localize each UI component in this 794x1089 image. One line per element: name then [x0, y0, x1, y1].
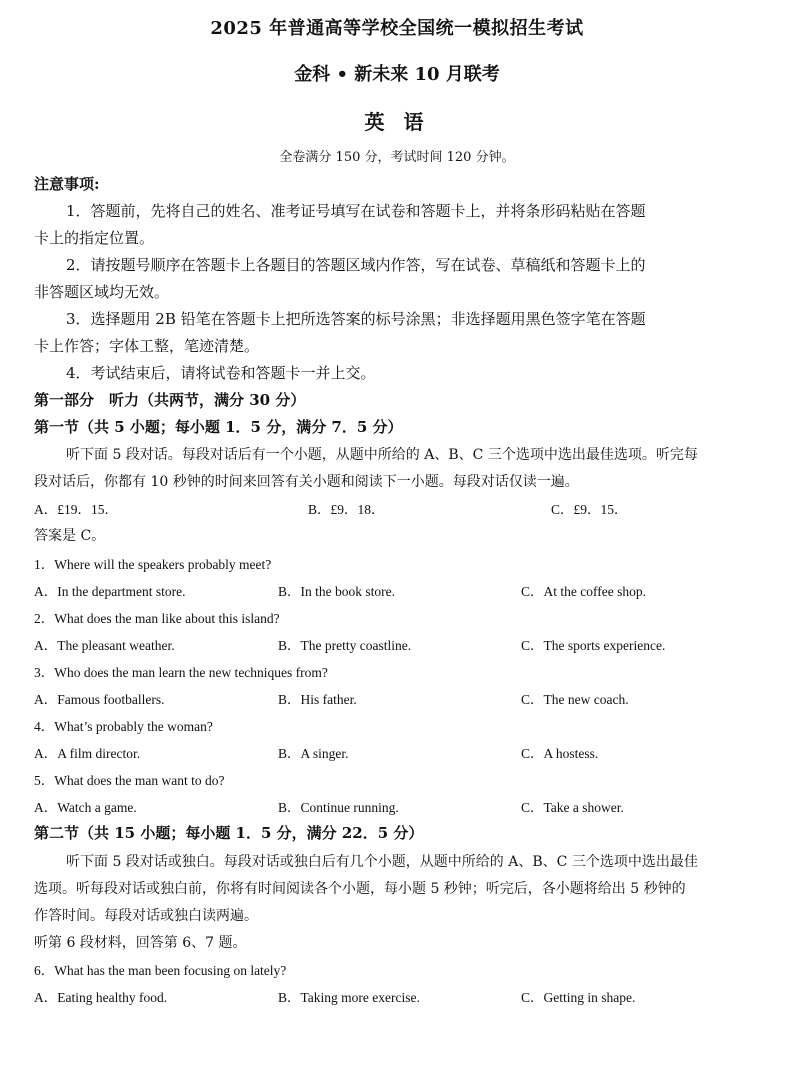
- section1-heading: 第一节（共 5 小题；每小题 1．5 分，满分 7．5 分）: [34, 418, 403, 436]
- notice-item-3-line-2: 卡上作答；字体工整，笔迹清楚。: [34, 337, 260, 355]
- question-1-option-b: B．In the book store.: [278, 584, 395, 599]
- example-answer: 答案是 C。: [34, 528, 106, 544]
- question-2-option-a: A．The pleasant weather.: [34, 638, 175, 653]
- question-4: 4．What’s probably the woman?: [34, 719, 213, 734]
- notice-item-4: 4．考试结束后，请将试卷和答题卡一并上交。: [66, 364, 376, 382]
- exam-title: 2025 年普通高等学校全国统一模拟招生考试: [210, 18, 584, 39]
- exam-meta: 全卷满分 150 分，考试时间 120 分钟。: [279, 150, 515, 165]
- question-1-option-a: A．In the department store.: [34, 584, 186, 599]
- section2-instruction-line-1: 听下面 5 段对话或独白。每段对话或独白后有几个小题，从题中所给的 A、B、C 三个选项中选出最佳: [66, 854, 698, 870]
- question-2: 2．What does the man like about this island?: [34, 611, 280, 626]
- question-2-option-c: C．The sports experience.: [521, 638, 666, 653]
- notice-item-1-line-1: 1．答题前，先将自己的姓名、准考证号填写在试卷和答题卡上，并将条形码粘贴在答题: [66, 202, 646, 220]
- question-6-option-c: C．Getting in shape.: [521, 990, 636, 1005]
- section2-instruction-line-3: 作答时间。每段对话或独白读两遍。: [34, 908, 258, 924]
- example-option-b: B．£9．18．: [308, 502, 385, 517]
- question-6-option-b: B．Taking more exercise.: [278, 990, 420, 1005]
- question-5-option-b: B．Continue running.: [278, 800, 399, 815]
- question-5-option-a: A．Watch a game.: [34, 800, 137, 815]
- question-1-option-c: C．At the coffee shop.: [521, 584, 646, 599]
- part1-heading: 第一部分 听力（共两节，满分 30 分）: [34, 391, 306, 409]
- question-2-option-b: B．The pretty coastline.: [278, 638, 412, 653]
- question-5: 5．What does the man want to do?: [34, 773, 225, 788]
- question-5-option-c: C．Take a shower.: [521, 800, 624, 815]
- notice-item-3-line-1: 3．选择题用 2B 铅笔在答题卡上把所选答案的标号涂黑；非选择题用黑色签字笔在答题: [66, 310, 646, 328]
- question-4-option-a: A．A film director.: [34, 746, 141, 761]
- question-6-option-a: A．Eating healthy food.: [34, 990, 168, 1005]
- notice-item-2-line-2: 非答题区域均无效。: [34, 283, 170, 301]
- section1-instruction-line-1: 听下面 5 段对话。每段对话后有一个小题，从题中所给的 A、B、C 三个选项中选出最佳选项。听完每: [66, 447, 698, 463]
- example-option-c: C．£9．15．: [551, 502, 628, 517]
- question-4-option-b: B．A singer.: [278, 746, 349, 761]
- notice-item-1-line-2: 卡上的指定位置。: [34, 229, 155, 247]
- subject-title: 英 语: [364, 110, 430, 134]
- question-3: 3．Who does the man learn the new techniques from?: [34, 665, 328, 680]
- question-1: 1．Where will the speakers probably meet?: [34, 557, 272, 572]
- exam-subtitle: 金科 • 新未来 10 月联考: [294, 64, 500, 85]
- notice-item-2-line-1: 2．请按题号顺序在答题卡上各题目的答题区域内作答，写在试卷、草稿纸和答题卡上的: [66, 256, 646, 274]
- notice-heading: 注意事项:: [34, 175, 100, 193]
- question-3-option-c: C．The new coach.: [521, 692, 629, 707]
- question-3-option-a: A．Famous footballers.: [34, 692, 165, 707]
- question-3-option-b: B．His father.: [278, 692, 357, 707]
- example-option-a: A．£19．15．: [34, 502, 118, 517]
- section2-instruction-line-2: 选项。听每段对话或独白前，你将有时间阅读各个小题，每小题 5 秒钟；听完后，各小题将给出 5 秒钟的: [34, 881, 686, 897]
- section2-heading: 第二节（共 15 小题；每小题 1．5 分，满分 22．5 分）: [34, 824, 424, 842]
- question-4-option-c: C．A hostess.: [521, 746, 599, 761]
- material-6-instruction: 听第 6 段材料，回答第 6、7 题。: [34, 935, 247, 951]
- question-6: 6．What has the man been focusing on lately?: [34, 963, 287, 978]
- section1-instruction-line-2: 段对话后，你都有 10 秒钟的时间来回答有关小题和阅读下一小题。每段对话仅读一遍。: [34, 474, 579, 490]
